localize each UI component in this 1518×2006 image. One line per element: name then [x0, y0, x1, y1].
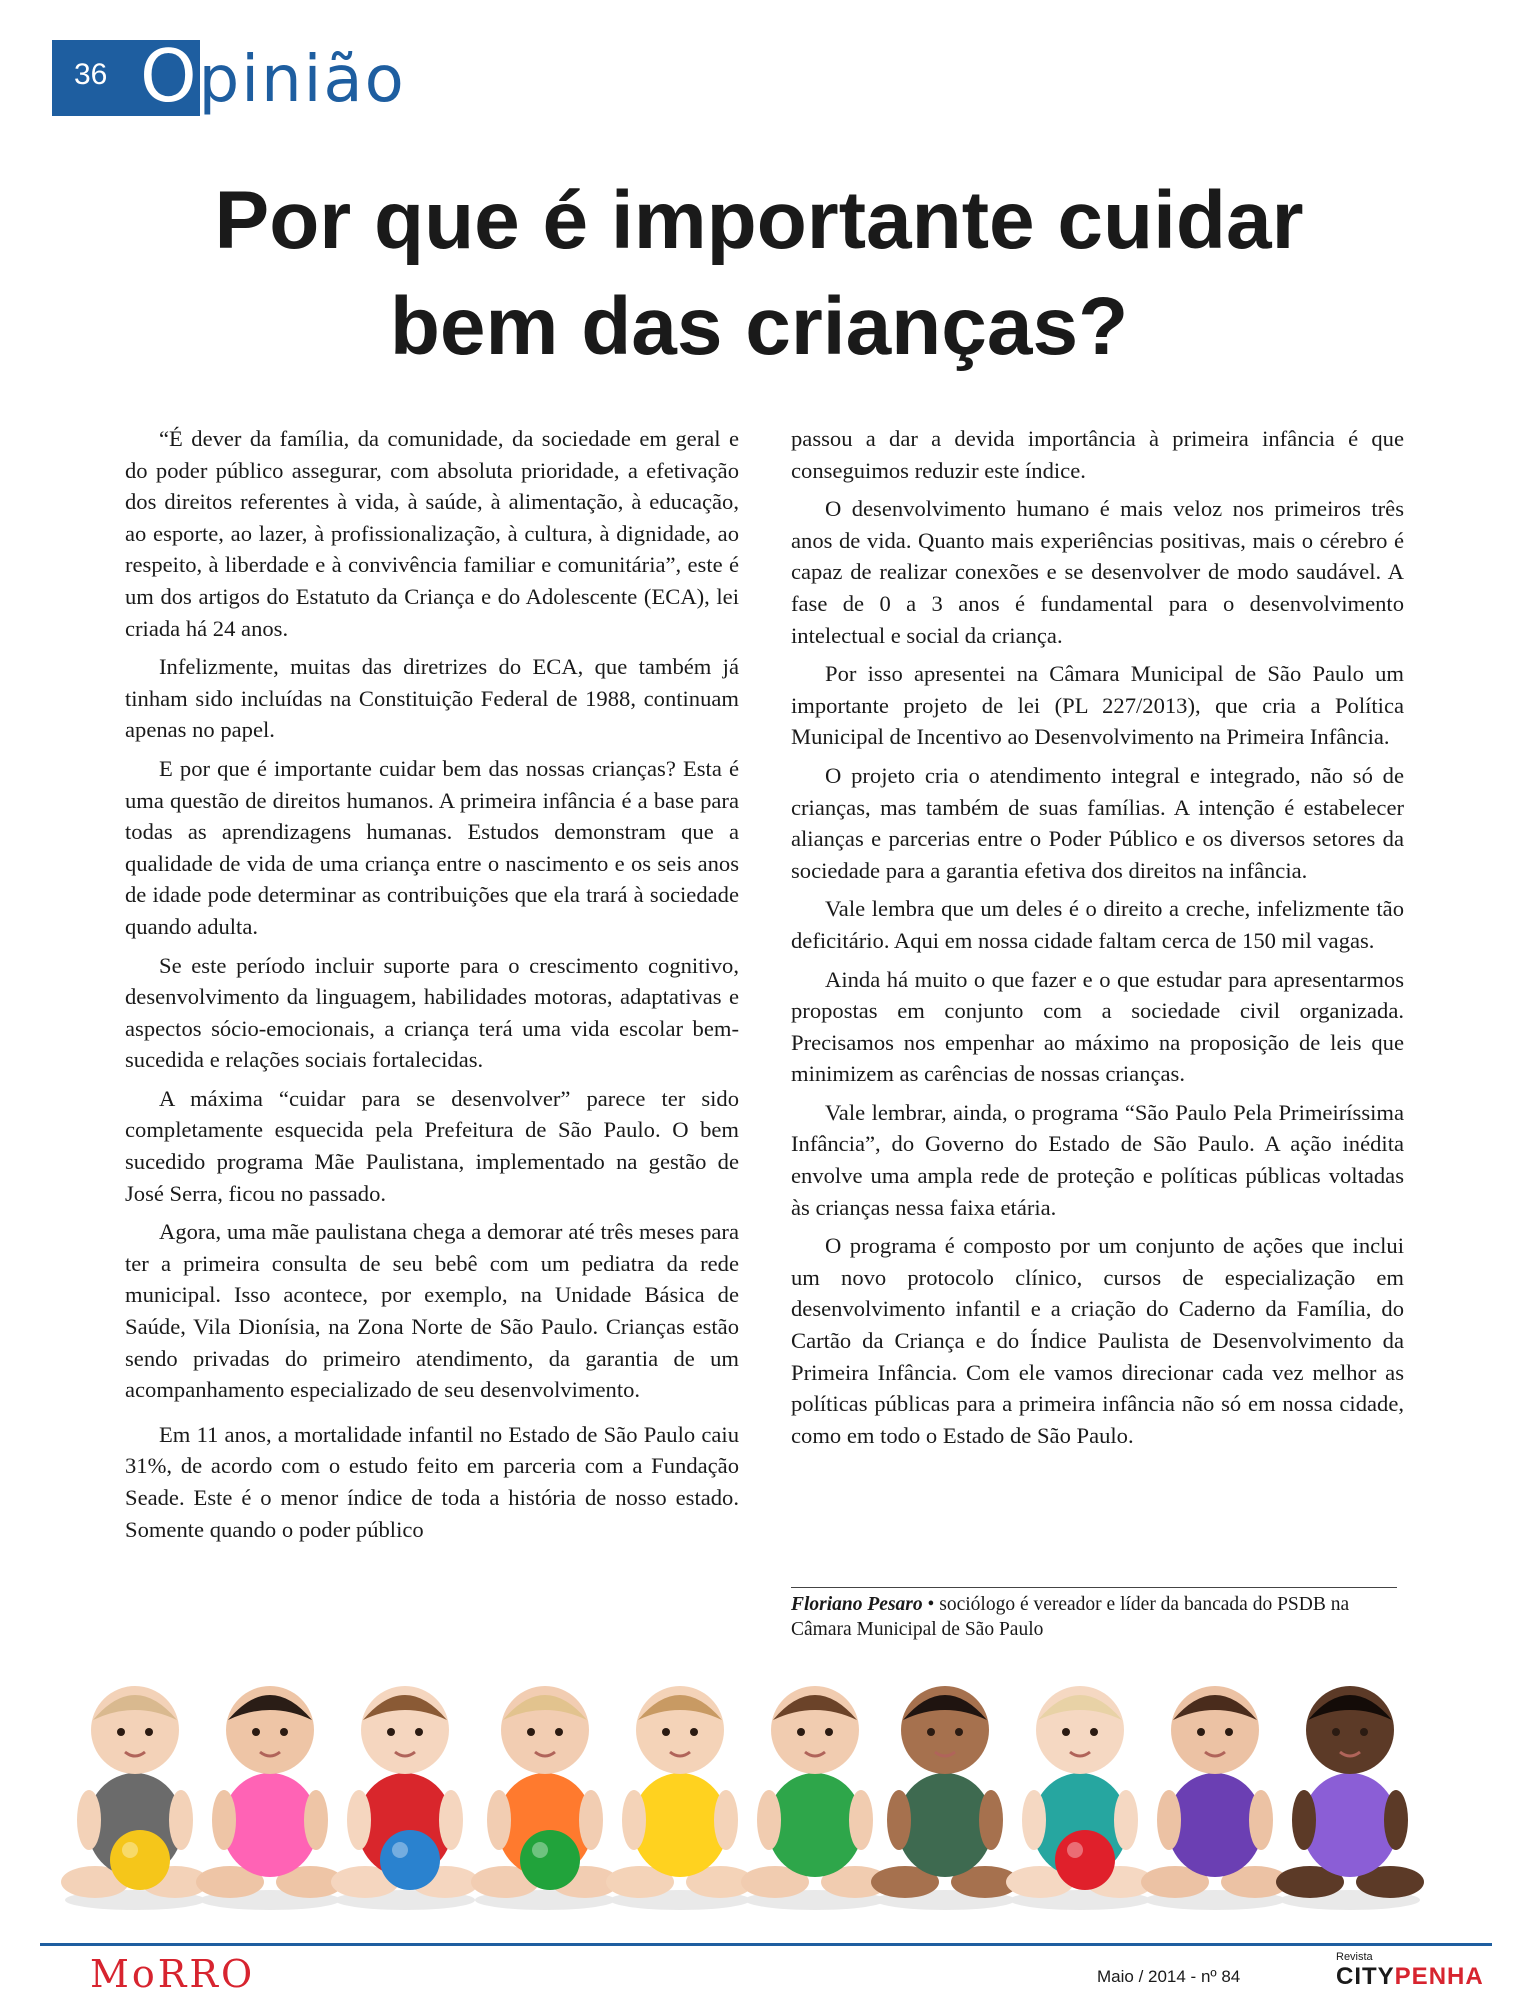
- baby-arm: [347, 1790, 371, 1850]
- babies-photo: [40, 1660, 1480, 1915]
- toy-ball-highlight: [122, 1842, 138, 1858]
- baby-arm: [1022, 1790, 1046, 1850]
- toy-ball: [110, 1830, 170, 1890]
- page-number: 36: [74, 58, 108, 91]
- baby-eye: [927, 1728, 935, 1736]
- paragraph: Infelizmente, muitas das diretrizes do ECA, que também já tinham sido incluídas na Constituição Federal de 1988, continuam apenas no papel.: [125, 654, 739, 743]
- section-title: [140, 34, 406, 118]
- baby-arm: [304, 1790, 328, 1850]
- headline-line-1: Por que é importante cuidar: [214, 175, 1304, 266]
- paragraph: Em 11 anos, a mortalidade infantil no Estado de São Paulo caiu 31%, de acordo com o estudo feito em parceria com a Fundação Seade. Este é o menor índice de toda a história de nosso estado. Somente quando o poder público: [125, 1421, 739, 1542]
- toy-ball: [520, 1830, 580, 1890]
- baby-eye: [117, 1728, 125, 1736]
- paragraph: E por que é importante cuidar bem das nossas crianças? Esta é uma questão de direitos humanos. A primeira infância é a base para todas as aprendizagens humanas. Estudos demonstram que a qualidade de vida de uma criança entre o nascimento e os seis anos de idade pode determinar as contribuições que ela trará à sociedade quando adulta.: [125, 755, 739, 939]
- baby-arm: [757, 1790, 781, 1850]
- toy-ball: [380, 1830, 440, 1890]
- baby-arm: [1384, 1790, 1408, 1850]
- toy-ball-highlight: [532, 1842, 548, 1858]
- baby-eye: [527, 1728, 535, 1736]
- baby-arm: [979, 1790, 1003, 1850]
- section-title-initial: O: [140, 34, 199, 118]
- paragraph: Vale lembra que um deles é o direito a creche, infelizmente tão deficitário. Aqui em nossa cidade faltam cerca de 150 mil vagas.: [791, 896, 1404, 953]
- baby-arm: [849, 1790, 873, 1850]
- paragraph-continuation: passou a dar a devida importância à primeira infância é que conseguimos reduzir este índice.: [791, 426, 1404, 483]
- city-penha-logo-city: CITY: [1336, 1963, 1395, 1990]
- baby-eye: [415, 1728, 423, 1736]
- page-header: [52, 34, 472, 118]
- baby-eye: [387, 1728, 395, 1736]
- paragraph: Por isso apresentei na Câmara Municipal de São Paulo um importante projeto de lei (PL 227/2013), que cria a Política Municipal de Incentivo ao Desenvolvimento na Primeira Infância.: [791, 661, 1404, 750]
- paragraph: O desenvolvimento humano é mais veloz nos primeiros três anos de vida. Quanto mais experiências positivas, mais o cérebro é capaz de realizar conexões e se desenvolver de modo saudável. A fase de 0 a 3 anos é fundamental para o desenvolvimento intelectual e social da criança.: [791, 496, 1404, 648]
- baby-onesie: [897, 1773, 993, 1877]
- baby-arm: [887, 1790, 911, 1850]
- baby-arm: [439, 1790, 463, 1850]
- baby-eye: [1090, 1728, 1098, 1736]
- author-bio: sociólogo é vereador e líder da bancada do PSDB na Câmara Municipal de São Paulo: [791, 1594, 1350, 1640]
- baby-arm: [579, 1790, 603, 1850]
- baby-onesie: [632, 1773, 728, 1877]
- baby-arm: [622, 1790, 646, 1850]
- headline-line-2: bem das crianças?: [389, 281, 1129, 372]
- paragraph: O projeto cria o atendimento integral e integrado, não só de crianças, mas também de suas famílias. A intenção é estabelecer alianças e parcerias entre o Poder Público e os diversos setores da sociedade para a garantia efetiva dos direitos na infância.: [791, 762, 1404, 883]
- baby-onesie: [1302, 1773, 1398, 1877]
- baby-eye: [1197, 1728, 1205, 1736]
- baby-arm: [1157, 1790, 1181, 1850]
- baby-arm: [1292, 1790, 1316, 1850]
- paragraph: Agora, uma mãe paulistana chega a demorar até três meses para ter a primeira consulta de seu bebê com um pediatra da rede municipal. Isso acontece, por exemplo, na Unidade Básica de Saúde, Vila Dionísia, na Zona Norte de São Paulo. Crianças estão sendo privadas do primeiro atendimento, da garantia de um acompanhamento especializado de seu desenvolvimento.: [125, 1219, 739, 1403]
- morro-logo: MoRRO: [90, 1952, 256, 1996]
- author-signature: [791, 1592, 1411, 1642]
- signature-bullet: •: [927, 1594, 935, 1615]
- paragraph: O programa é composto por um conjunto de ações que inclui um novo protocolo clínico, cursos de especialização em desenvolvimento infantil e a criação do Caderno da Família, do Cartão da Criança e do Índice Paulista de Desenvolvimento da Primeira Infância. Com ele vamos direcionar cada vez melhor as políticas públicas para a primeira infância não só em nossa cidade, como em todo o Estado de São Paulo.: [791, 1233, 1404, 1448]
- headline: [100, 168, 1418, 380]
- baby-eye: [555, 1728, 563, 1736]
- baby-arm: [77, 1790, 101, 1850]
- paragraph: A máxima “cuidar para se desenvolver” parece ter sido completamente esquecida pela Prefeitura de São Paulo. O bem sucedido programa Mãe Paulistana, implementado na gestão de José Serra, ficou no passado.: [125, 1085, 739, 1206]
- article-column-right: [791, 423, 1404, 1458]
- baby-eye: [145, 1728, 153, 1736]
- baby-arm: [714, 1790, 738, 1850]
- baby-onesie: [1167, 1773, 1263, 1877]
- city-penha-logo-penha: PENHA: [1394, 1963, 1484, 1990]
- baby-eye: [252, 1728, 260, 1736]
- city-penha-logo: [1336, 1951, 1484, 1991]
- toy-ball: [1055, 1830, 1115, 1890]
- baby-arm: [1249, 1790, 1273, 1850]
- baby-eye: [1225, 1728, 1233, 1736]
- baby-eye: [825, 1728, 833, 1736]
- article-column-left: [125, 423, 739, 1552]
- baby-eye: [1360, 1728, 1368, 1736]
- author-name: Floriano Pesaro: [791, 1594, 923, 1615]
- baby-eye: [1332, 1728, 1340, 1736]
- paragraph: “É dever da família, da comunidade, da sociedade em geral e do poder público assegurar, com absoluta prioridade, a efetivação dos direitos referentes à vida, à saúde, à alimentação, à educação, ao esporte, ao lazer, à profissionalização, à cultura, à dignidade, ao respeito, à liberdade e à convivência familiar e comunitária”, este é um dos artigos do Estatuto da Criança e do Adolescente (ECA), lei criada há 24 anos.: [125, 426, 739, 641]
- baby-eye: [662, 1728, 670, 1736]
- city-penha-logo-label: Revista: [1336, 1951, 1373, 1963]
- baby-eye: [690, 1728, 698, 1736]
- toy-ball-highlight: [1067, 1842, 1083, 1858]
- paragraph: Vale lembrar, ainda, o programa “São Paulo Pela Primeiríssima Infância”, do Governo do Estado de São Paulo. A ação inédita envolve uma ampla rede de proteção e políticas públicas voltadas às crianças nessa faixa etária.: [791, 1099, 1404, 1220]
- baby-arm: [169, 1790, 193, 1850]
- baby-eye: [797, 1728, 805, 1736]
- footer-divider: [40, 1943, 1492, 1946]
- toy-ball-highlight: [392, 1842, 408, 1858]
- issue-info: Maio / 2014 - nº 84: [1097, 1967, 1241, 1986]
- baby-onesie: [767, 1773, 863, 1877]
- baby-eye: [955, 1728, 963, 1736]
- section-title-rest: pinião: [198, 43, 406, 117]
- signature-divider: [791, 1587, 1397, 1588]
- baby-eye: [280, 1728, 288, 1736]
- baby-arm: [487, 1790, 511, 1850]
- baby-eye: [1062, 1728, 1070, 1736]
- paragraph: Ainda há muito o que fazer e o que estudar para apresentarmos propostas em conjunto com a sociedade civil organizada. Precisamos nos empenhar ao máximo na proposição de leis que minimizem as carências de nossas crianças.: [791, 966, 1404, 1087]
- baby-onesie: [222, 1773, 318, 1877]
- baby-arm: [212, 1790, 236, 1850]
- paragraph: Se este período incluir suporte para o crescimento cognitivo, desenvolvimento da linguagem, habilidades motoras, adaptativas e aspectos sócio-emocionais, a criança terá uma vida escolar bem-sucedida e relações sociais fortalecidas.: [125, 952, 739, 1073]
- baby-arm: [1114, 1790, 1138, 1850]
